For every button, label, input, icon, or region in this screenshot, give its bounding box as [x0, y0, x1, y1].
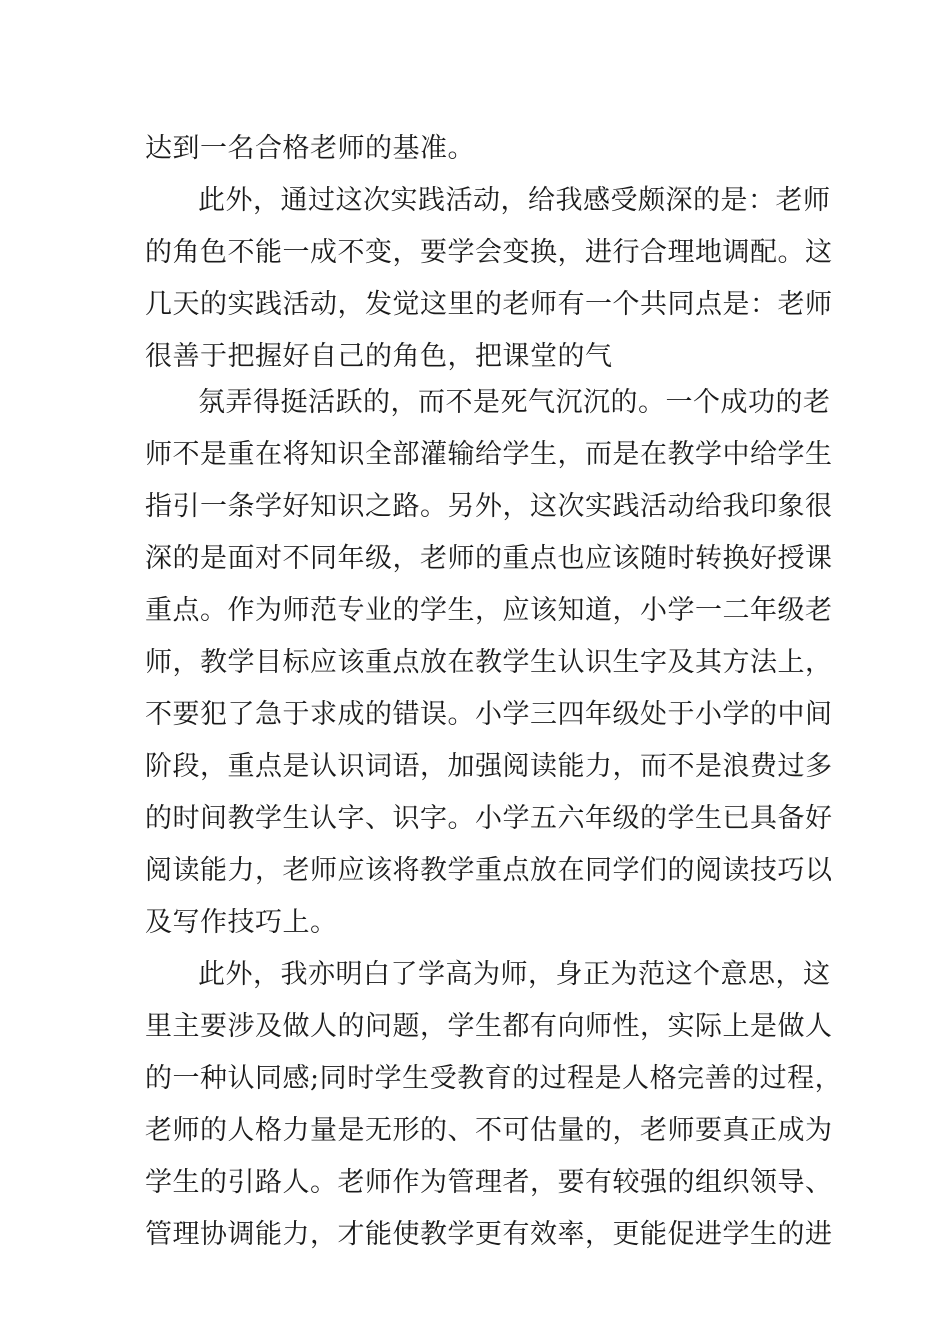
text-line: 深的是面对不同年级，老师的重点也应该随时转换好授课 [145, 543, 833, 574]
paragraph-start-line: 氛弄得挺活跃的，而不是死气沉沉的。一个成功的老 [198, 387, 831, 418]
text-line: 及写作技巧上。 [145, 907, 338, 938]
text-line: 的角色不能一成不变，要学会变换，进行合理地调配。这 [145, 237, 833, 268]
text-line: 达到一名合格老师的基准。 [145, 133, 475, 164]
text-line: 管理协调能力，才能使教学更有效率，更能促进学生的进 [145, 1219, 833, 1250]
text-line: 阶段，重点是认识词语，加强阅读能力，而不是浪费过多 [145, 751, 833, 782]
text-line: 的时间教学生认字、识字。小学五六年级的学生已具备好 [145, 803, 833, 834]
text-line: 很善于把握好自己的角色，把课堂的气 [145, 341, 613, 372]
text-line: 不要犯了急于求成的错误。小学三四年级处于小学的中间 [145, 699, 833, 730]
text-line: 重点。作为师范专业的学生，应该知道，小学一二年级老 [145, 595, 833, 626]
text-line: 师，教学目标应该重点放在教学生认识生字及其方法上， [145, 647, 833, 678]
paragraph-start-line: 此外，我亦明白了学高为师，身正为范这个意思，这 [198, 959, 831, 990]
text-line: 师不是重在将知识全部灌输给学生，而是在教学中给学生 [145, 439, 833, 470]
text-line: 指引一条学好知识之路。另外，这次实践活动给我印象很 [145, 491, 833, 522]
text-line: 几天的实践活动，发觉这里的老师有一个共同点是：老师 [145, 289, 833, 320]
text-line: 里主要涉及做人的问题，学生都有向师性，实际上是做人 [145, 1011, 833, 1042]
text-line: 老师的人格力量是无形的、不可估量的，老师要真正成为 [145, 1115, 833, 1146]
text-line: 阅读能力，老师应该将教学重点放在同学们的阅读技巧以 [145, 855, 833, 886]
paragraph-start-line: 此外，通过这次实践活动，给我感受颇深的是：老师 [198, 185, 831, 216]
text-line: 的一种认同感;同时学生受教育的过程是人格完善的过程， [145, 1063, 843, 1094]
text-line: 学生的引路人。老师作为管理者，要有较强的组织领导、 [145, 1167, 833, 1198]
